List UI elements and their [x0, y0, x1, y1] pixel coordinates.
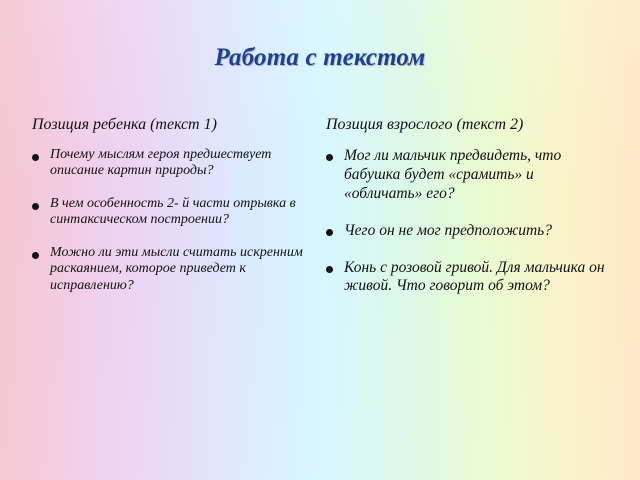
right-bullet-item: Чего он не мог предположить?: [326, 222, 616, 241]
slide-title: Работа с текстом: [214, 44, 426, 71]
left-column-heading: Позиция ребенка (текст 1): [32, 116, 217, 133]
right-bullet-list: [326, 147, 616, 296]
left-bullet-list: [32, 147, 308, 295]
right-bullet-item: Мог ли мальчик предвидеть, что бабушка будет «срамить» и «обличать» его?: [326, 147, 616, 204]
left-bullet-item: Почему мыслям героя предшествует описание картин природы?: [32, 147, 308, 180]
right-column: [326, 116, 616, 314]
left-column: [32, 116, 308, 310]
left-bullet-item: В чем особенность 2- й части отрывка в синтаксическом построении?: [32, 196, 308, 229]
right-column-heading: Позиция взрослого (текст 2): [326, 116, 524, 133]
left-bullet-item: Можно ли эти мысли считать искренним раскаянием, которое приведет к исправлению?: [32, 245, 308, 295]
right-bullet-item: Конь с розовой гривой. Для мальчика он живой. Что говорит об этом?: [326, 259, 616, 297]
